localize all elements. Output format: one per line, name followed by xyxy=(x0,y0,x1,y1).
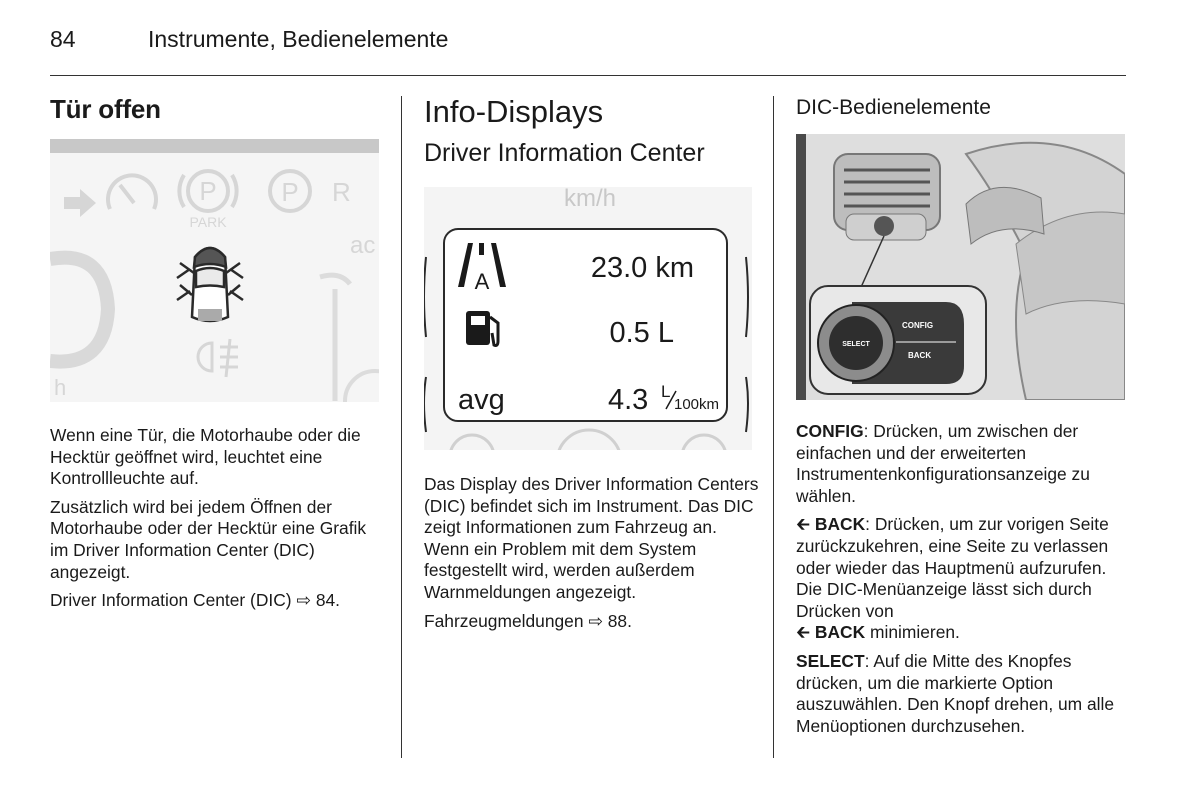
ac-text: ac xyxy=(350,232,376,259)
column-divider-2 xyxy=(773,96,774,758)
dic-cross-reference[interactable]: Driver Information Center (DIC) ⇨ 84. xyxy=(50,590,341,611)
select-text: : Auf die Mitte des Knopfes drücken, um die markierte Option auszuwählen. Den Knopf drehen, um alle Menüoptionen durchzusehen. xyxy=(796,650,1115,736)
select-term: SELECT xyxy=(796,650,865,671)
avg-label: avg xyxy=(458,384,505,416)
svg-text:h: h xyxy=(54,375,67,400)
dic-controls-figure xyxy=(796,134,1125,400)
speed-unit-text: km/h xyxy=(564,187,617,212)
dic-display-illustration xyxy=(424,187,752,450)
back-term: BACK xyxy=(814,514,866,535)
column-info-displays xyxy=(424,94,754,168)
park-brake-letter: P xyxy=(199,176,217,206)
back-arrow-icon: 🡰 xyxy=(796,514,815,535)
door-open-text xyxy=(50,418,385,612)
config-key-label: CONFIG xyxy=(902,321,934,330)
car-doors-open-icon xyxy=(177,248,243,321)
vehicle-messages-cross-reference[interactable]: Fahrzeugmeldungen ⇨ 88. xyxy=(424,610,632,631)
back-tail: minimieren. xyxy=(865,622,960,643)
subheading-dic: Driver Information Center xyxy=(424,139,705,167)
service-icon xyxy=(108,175,156,209)
section-heading-dic-controls: DIC-Bedienelemente xyxy=(796,96,991,119)
back-term-2: BACK xyxy=(814,622,866,643)
header-rule xyxy=(50,75,1126,76)
trip-distance-value: 23.0 km xyxy=(590,252,694,284)
dic-text xyxy=(424,467,759,632)
back-key-label: BACK xyxy=(908,351,932,360)
dic-controls-illustration xyxy=(796,134,1125,400)
section-heading-door-open: Tür offen xyxy=(50,94,161,124)
door-open-cluster-figure xyxy=(50,139,379,402)
select-knob-label: SELECT xyxy=(842,341,870,348)
column-door-open xyxy=(50,94,380,125)
park-text: PARK xyxy=(189,214,227,230)
svg-text:A: A xyxy=(474,269,490,294)
gear-p-letter: P xyxy=(281,177,299,207)
config-description xyxy=(796,421,1131,507)
select-description xyxy=(796,651,1131,737)
door-open-paragraph-2: Zusätzlich wird bei jedem Öffnen der Motorhaube oder der Hecktür eine Grafik im Driver Information Center (DIC) angezeigt. xyxy=(50,496,367,582)
svg-text:100km: 100km xyxy=(674,396,720,413)
column-divider-1 xyxy=(401,96,402,758)
column-dic-controls xyxy=(796,94,1128,120)
back-text: : Drücken, um zur vorigen Seite zurückzukehren, eine Seite zu verlassen oder wieder das Hauptmenü aufzurufen. Die DIC-Menüanzeige lässt sich durch Drücken von xyxy=(796,514,1109,621)
door-open-cluster-illustration xyxy=(50,139,379,402)
config-text: : Drücken, um zwischen der einfachen und der erweiterten Instrumentenkonfigurationsanzeige zu wählen. xyxy=(796,421,1090,506)
dic-paragraph-1: Das Display des Driver Information Centers (DIC) befindet sich im Instrument. Das DIC zeigt Informationen zum Fahrzeug an. Wenn ein Problem mit dem System festgestellt wird, werden außerdem Warnmeldungen angezeigt. xyxy=(424,474,759,602)
section-heading-info-displays: Info-Displays xyxy=(424,94,604,129)
svg-text:L: L xyxy=(661,382,671,401)
fog-lamp-icon xyxy=(198,339,238,377)
door-open-paragraph-1: Wenn eine Tür, die Motorhaube oder die Hecktür geöffnet wird, leuchtet eine Kontrollleuchte auf. xyxy=(50,425,361,489)
turn-signal-icon xyxy=(64,189,96,217)
fuel-used-value: 0.5 L xyxy=(609,317,674,349)
back-arrow-icon: 🡰 xyxy=(796,622,815,643)
dic-controls-text xyxy=(796,414,1131,737)
config-term: CONFIG xyxy=(796,421,864,441)
svg-text:4.3: 4.3 xyxy=(608,384,649,416)
back-description xyxy=(796,514,1131,644)
dic-display-figure xyxy=(424,187,752,450)
gear-r-letter: R xyxy=(332,177,351,207)
page-number: 84 xyxy=(50,26,76,52)
chapter-title: Instrumente, Bedienelemente xyxy=(148,26,449,52)
